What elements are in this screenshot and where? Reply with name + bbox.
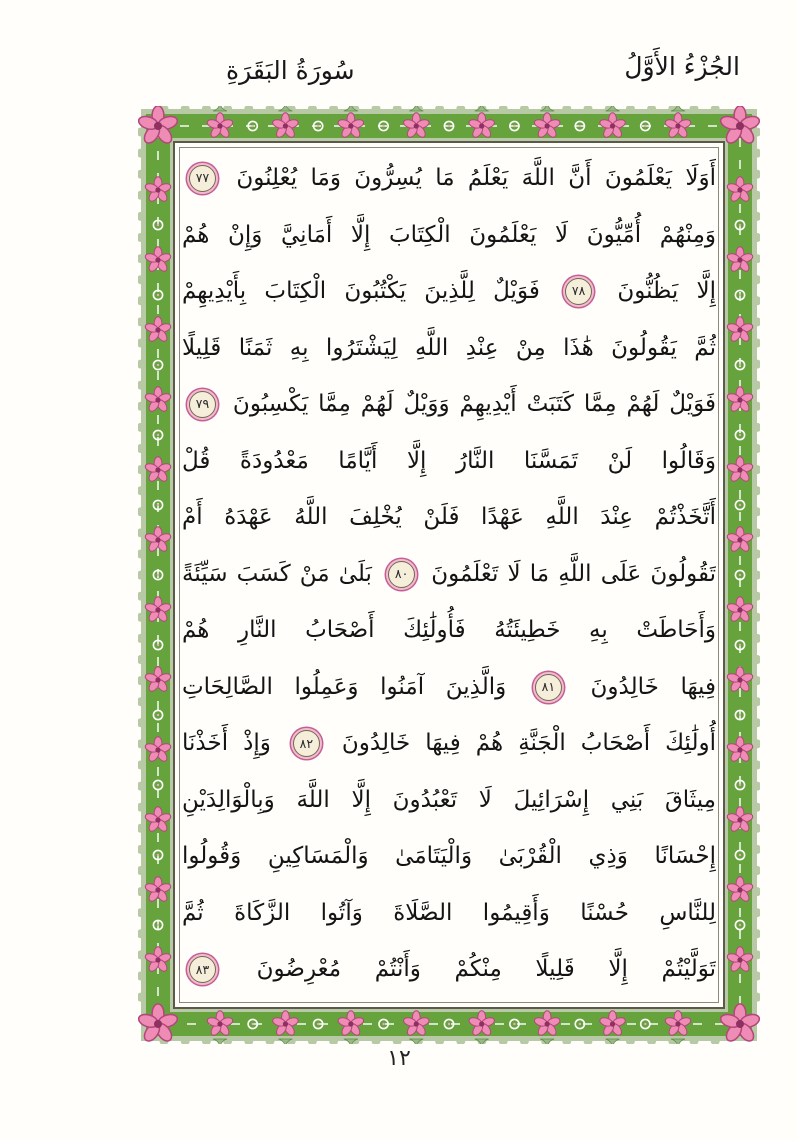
quran-line	[182, 546, 716, 603]
ayah-number-marker: ٧٨	[565, 278, 592, 305]
quran-line	[182, 772, 716, 829]
ayah-text: وَأَحَاطَتْ بِهِ خَطِيئَتُهُ فَأُولَٰئِكَ أَصْحَابُ النَّارِ هُمْ	[182, 617, 716, 644]
quran-line	[182, 320, 716, 377]
quran-line	[182, 207, 716, 264]
ayah-text: مِيثَاقَ بَنِي إِسْرَائِيلَ لَا تَعْبُدُونَ إِلَّا اللَّهَ وَبِالْوَالِدَيْنِ	[182, 786, 716, 813]
ayah-text: وَمِنْهُمْ أُمِّيُّونَ لَا يَعْلَمُونَ الْكِتَابَ إِلَّا أَمَانِيَّ وَإِنْ هُمْ	[182, 221, 716, 248]
quran-line	[182, 828, 716, 885]
ayah-number-marker: ٨١	[535, 674, 562, 701]
quran-line	[182, 659, 716, 716]
leaf-finial-icon	[475, 106, 489, 111]
ayah-text: إِلَّا يَظُنُّونَ	[617, 278, 716, 305]
ayah-number-marker: ٨٣	[189, 956, 216, 983]
quran-line	[182, 715, 716, 772]
ayah-text: وَالَّذِينَ آمَنُوا وَعَمِلُوا الصَّالِحَاتِ	[182, 673, 507, 700]
quran-line	[182, 150, 716, 207]
quran-line	[182, 263, 716, 320]
ayah-number-marker: ٧٩	[189, 391, 216, 418]
quran-line	[182, 376, 716, 433]
quran-line	[182, 602, 716, 659]
ayah-number-marker: ٧٧	[189, 165, 216, 192]
ayah-number-marker: ٨٢	[293, 730, 320, 757]
page-number: ١٢	[387, 1046, 411, 1071]
ayah-text: أَوَلَا يَعْلَمُونَ أَنَّ اللَّهَ يَعْلَمُ مَا يُسِرُّونَ وَمَا يُعْلِنُونَ	[236, 165, 716, 191]
ayah-number-marker: ٨٠	[388, 561, 415, 588]
ayah-text: أُولَٰئِكَ أَصْحَابُ الْجَنَّةِ هُمْ فِيهَا خَالِدُونَ	[341, 730, 716, 757]
quran-lines	[182, 150, 716, 998]
ayah-text: فَوَيْلٌ لِلَّذِينَ يَكْتُبُونَ الْكِتَابَ بِأَيْدِيهِمْ	[182, 278, 540, 305]
juz-header-label: الجُزْءُ الأَوَّلُ	[624, 52, 740, 81]
quran-line	[182, 941, 716, 998]
quran-line	[182, 885, 716, 942]
leaf-finial-icon	[475, 1039, 489, 1044]
ayah-text: ثُمَّ يَقُولُونَ هَٰذَا مِنْ عِنْدِ اللَّهِ لِيَشْتَرُوا بِهِ ثَمَنًا قَلِيلًا	[182, 334, 716, 361]
ayah-text: وَقَالُوا لَنْ تَمَسَّنَا النَّارُ إِلَّا أَيَّامًا مَعْدُودَةً قُلْ	[182, 447, 716, 474]
quran-line	[182, 489, 716, 546]
ayah-text: إِحْسَانًا وَذِي الْقُرْبَىٰ وَالْيَتَامَىٰ وَالْمَسَاكِينِ وَقُولُوا	[182, 843, 716, 870]
ayah-text: فَوَيْلٌ لَهُمْ مِمَّا كَتَبَتْ أَيْدِيهِمْ وَوَيْلٌ لَهُمْ مِمَّا يَكْسِبُونَ	[232, 391, 716, 418]
ayah-text: بَلَىٰ مَنْ كَسَبَ سَيِّئَةً	[182, 560, 372, 587]
ayah-text: لِلنَّاسِ حُسْنًا وَأَقِيمُوا الصَّلَاةَ وَآتُوا الزَّكَاةَ ثُمَّ	[182, 899, 716, 926]
surah-header-label: سُورَةُ البَقَرَةِ	[226, 56, 355, 85]
quran-line	[182, 433, 716, 490]
ayah-text: فِيهَا خَالِدُونَ	[590, 673, 716, 700]
ayah-text: أَتَّخَذْتُمْ عِنْدَ اللَّهِ عَهْدًا فَلَنْ يُخْلِفَ اللَّهُ عَهْدَهُ أَمْ	[182, 504, 716, 531]
ayah-text: تَقُولُونَ عَلَى اللَّهِ مَا لَا تَعْلَمُونَ	[431, 560, 716, 587]
ayah-text: وَإِذْ أَخَذْنَا	[182, 730, 271, 757]
ayah-text: تَوَلَّيْتُمْ إِلَّا قَلِيلًا مِنْكُمْ وَأَنْتُمْ مُعْرِضُونَ	[256, 956, 716, 983]
